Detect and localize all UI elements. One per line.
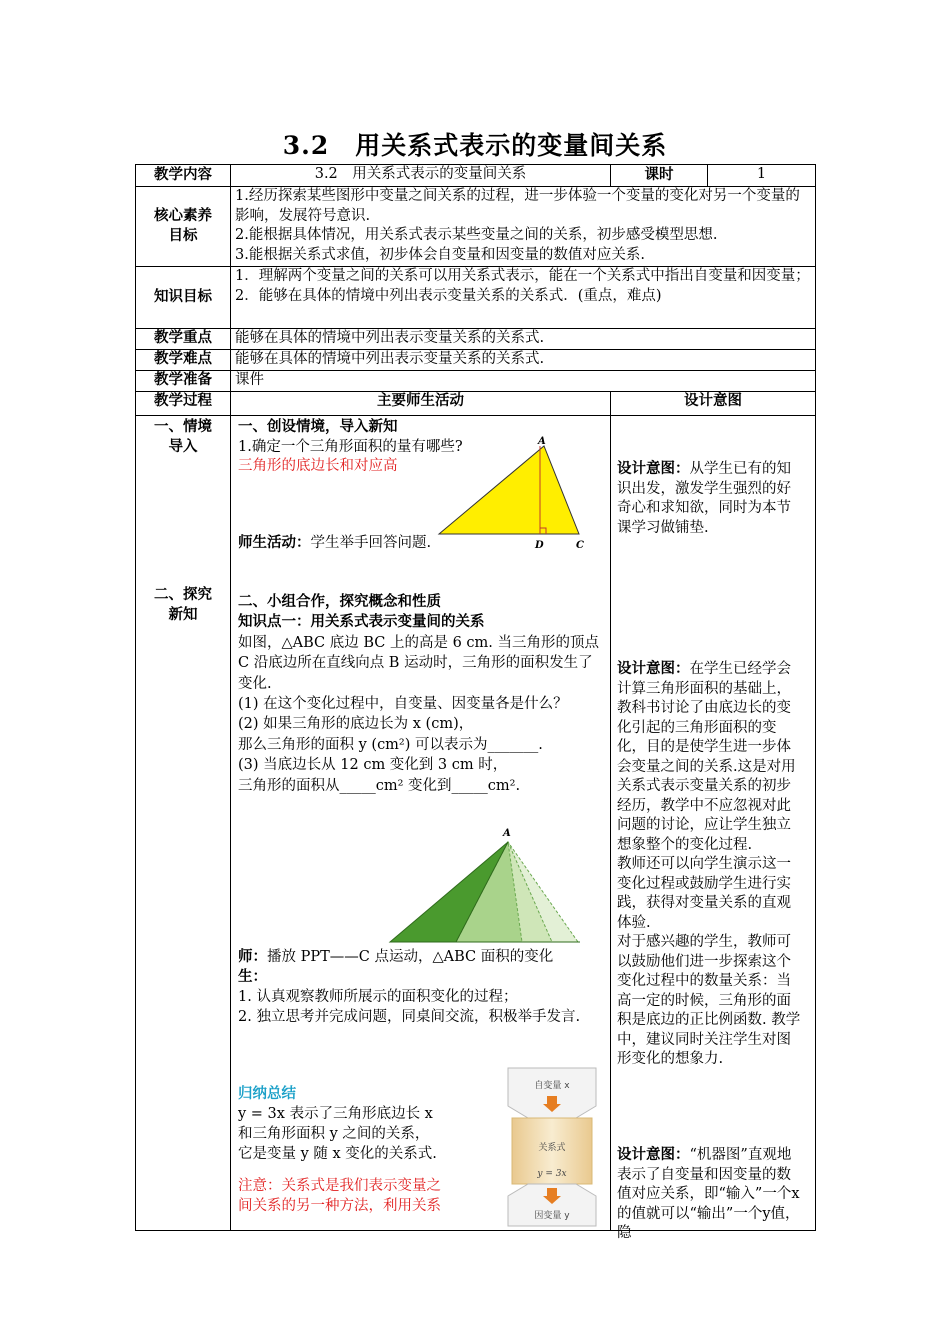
section1-answer: 三角形的底边长和对应高 [238,458,398,474]
intent-text: 从学生已有的知识出发，激发学生强烈的好奇心和求知欲，同时为本节课学习做铺垫. [617,461,791,536]
section2-heading: 二、小组合作，探究概念和性质 [238,594,441,610]
vertex-d-label: D [535,540,544,551]
teacher-label: 师： [238,949,267,965]
problem-q2a: (2) 如果三角形的底边长为 x (cm)， [238,716,474,733]
machine-output-label: 因变量 y [534,1211,570,1221]
core-goals-label [136,187,231,267]
student-item: 2. 独立思考并完成问题，同桌间交流，积极举手发言. [238,1009,581,1025]
core-goals-label-line2: 目标 [168,227,198,244]
preparation-label: 教学准备 [136,371,231,392]
moving-vertex-figure [386,822,584,948]
summary-line: 和三角形面积 y 之间的关系， [238,1126,430,1142]
triangle-abc [439,446,579,534]
problem-q1: (1) 在这个变化过程中，自变量、因变量各是什么？ [238,696,568,713]
intent-1 [617,460,805,538]
intent-3 [617,1146,805,1244]
section1-heading: 一、创设情境，导入新知 [238,419,398,435]
intent-column [611,416,816,1241]
problem-q2b: 那么三角形的面积 y (cm²) 可以表示为_______. [238,736,543,753]
knowledge-goals-label: 知识目标 [136,267,231,329]
problem-intro: 如图，△ABC 底边 BC 上的高是 6 cm. 当三角形的顶点 C 沿底边所在直线向点 B 运动时，三角形的面积发生了变化. [238,634,600,692]
knowledge-goal-item: 2．能够在具体的情境中列出表示变量关系的关系式．(重点，难点) [235,287,662,304]
page-title: 3.2 用关系式表示的变量间关系 [282,131,668,160]
difficulty-label: 教学难点 [136,350,231,371]
key-point-label: 教学重点 [136,329,231,350]
summary-line: y = 3x 表示了三角形底边长 x [238,1106,433,1122]
activities-column [231,416,611,1231]
activities-header: 主要师生活动 [231,392,611,416]
intent-text: 教师还可以向学生演示这一变化过程或鼓励学生进行实践，获得对变量关系的直观体验. [617,856,791,931]
stage-1-label: 一、情境导入 [154,419,212,455]
process-label: 教学过程 [136,392,231,416]
core-goal-item: 2.能根据具体情况，用关系式表示某些变量之间的关系，初步感受模型思想. [235,227,718,243]
machine-diagram [506,1066,598,1228]
intent-2 [617,660,805,1070]
student-label: 生： [238,969,267,985]
content-value: 3.2 用关系式表示的变量间关系 [231,165,611,187]
intent-label: 设计意图： [617,461,690,477]
summary-heading: 归纳总结 [238,1086,296,1102]
content-label: 教学内容 [136,165,231,187]
knowledge-goal-item: 1．理解两个变量之间的关系可以用关系式表示，能在一个关系式中指出自变量和因变量； [235,268,810,284]
student-item: 1. 认真观察教师所展示的面积变化的过程； [238,989,518,1005]
stage-column [136,416,231,1231]
teacher-student-label: 师生活动： [238,535,311,551]
knowledge-point-1: 知识点一：用关系式表示变量间的关系 [238,614,485,631]
core-goals-label-line1: 核心素养 [154,208,212,224]
core-goal-item: 1.经历探索某些图形中变量之间关系的过程，进一步体验一个变量的变化对另一个变量的影响，发展符号意识. [235,188,800,224]
problem-q3b: 三角形的面积从_____cm² 变化到_____cm². [238,777,521,794]
core-goals-content [231,187,816,267]
note-line: 注意：关系式是我们表示变量之 [238,1178,441,1194]
intent-text: 在学生已经学会计算三角形面积的基础上，教科书讨论了由底边长的变化引起的三角形面积的变化，目的是使学生进一步体会变量之间的关系.这是对用关系式表示变量关系的初步经历，教学中不应忽视对此问题的讨论，应让学生独立想象整个的变化过程. [617,661,796,853]
machine-input-label: 自变量 x [534,1081,570,1091]
stage-2-label: 二、探究新知 [154,587,212,623]
machine-formula: y = 3x [537,1169,567,1179]
summary-line: 它是变量 y 随 x 变化的关系式. [238,1146,437,1162]
intent-label: 设计意图： [617,661,690,677]
section1-question: 1.确定一个三角形面积的量有哪些? [238,438,463,455]
intent-header: 设计意图 [611,392,816,416]
problem-q3a: (3) 当底边长从 12 cm 变化到 3 cm 时， [238,757,508,774]
key-point-value: 能够在具体的情境中列出表示变量关系的关系式. [231,329,816,350]
difficulty-value: 能够在具体的情境中列出表示变量关系的关系式. [231,350,816,371]
vertex-a-label: A [538,436,546,447]
core-goal-item: 3.能根据关系式求值，初步体会自变量和因变量的数值对应关系. [235,246,645,263]
intent-text: 对于感兴趣的学生，教师可以鼓励他们进一步探索这个变化过程中的数量关系：当高一定的时候，三角形的面积是底边的正比例函数. 教学中，建议同时关注学生对图形变化的想象力. [617,934,801,1067]
machine-middle-label: 关系式 [538,1143,566,1153]
note-line: 间关系的另一种方法，利用关系 [238,1198,441,1214]
preparation-value: 课件 [231,371,816,392]
vertex-a-label-2: A [503,828,511,839]
knowledge-goals-content [231,267,816,329]
teacher-student-text: 学生举手回答问题. [310,535,432,551]
vertex-c-label: C [576,540,584,551]
intent-text: “机器图”直观地表示了自变量和因变量的数值对应关系，即“输入”一个x的值就可以“输出”一个y值，隐 [617,1147,800,1241]
teacher-line: 播放 PPT——C 点运动，△ABC 面积的变化 [267,949,554,965]
lesson-plan-table [135,164,816,1241]
intent-label: 设计意图： [617,1147,690,1163]
period-label: 课时 [611,165,708,187]
period-value: 1 [708,165,816,187]
